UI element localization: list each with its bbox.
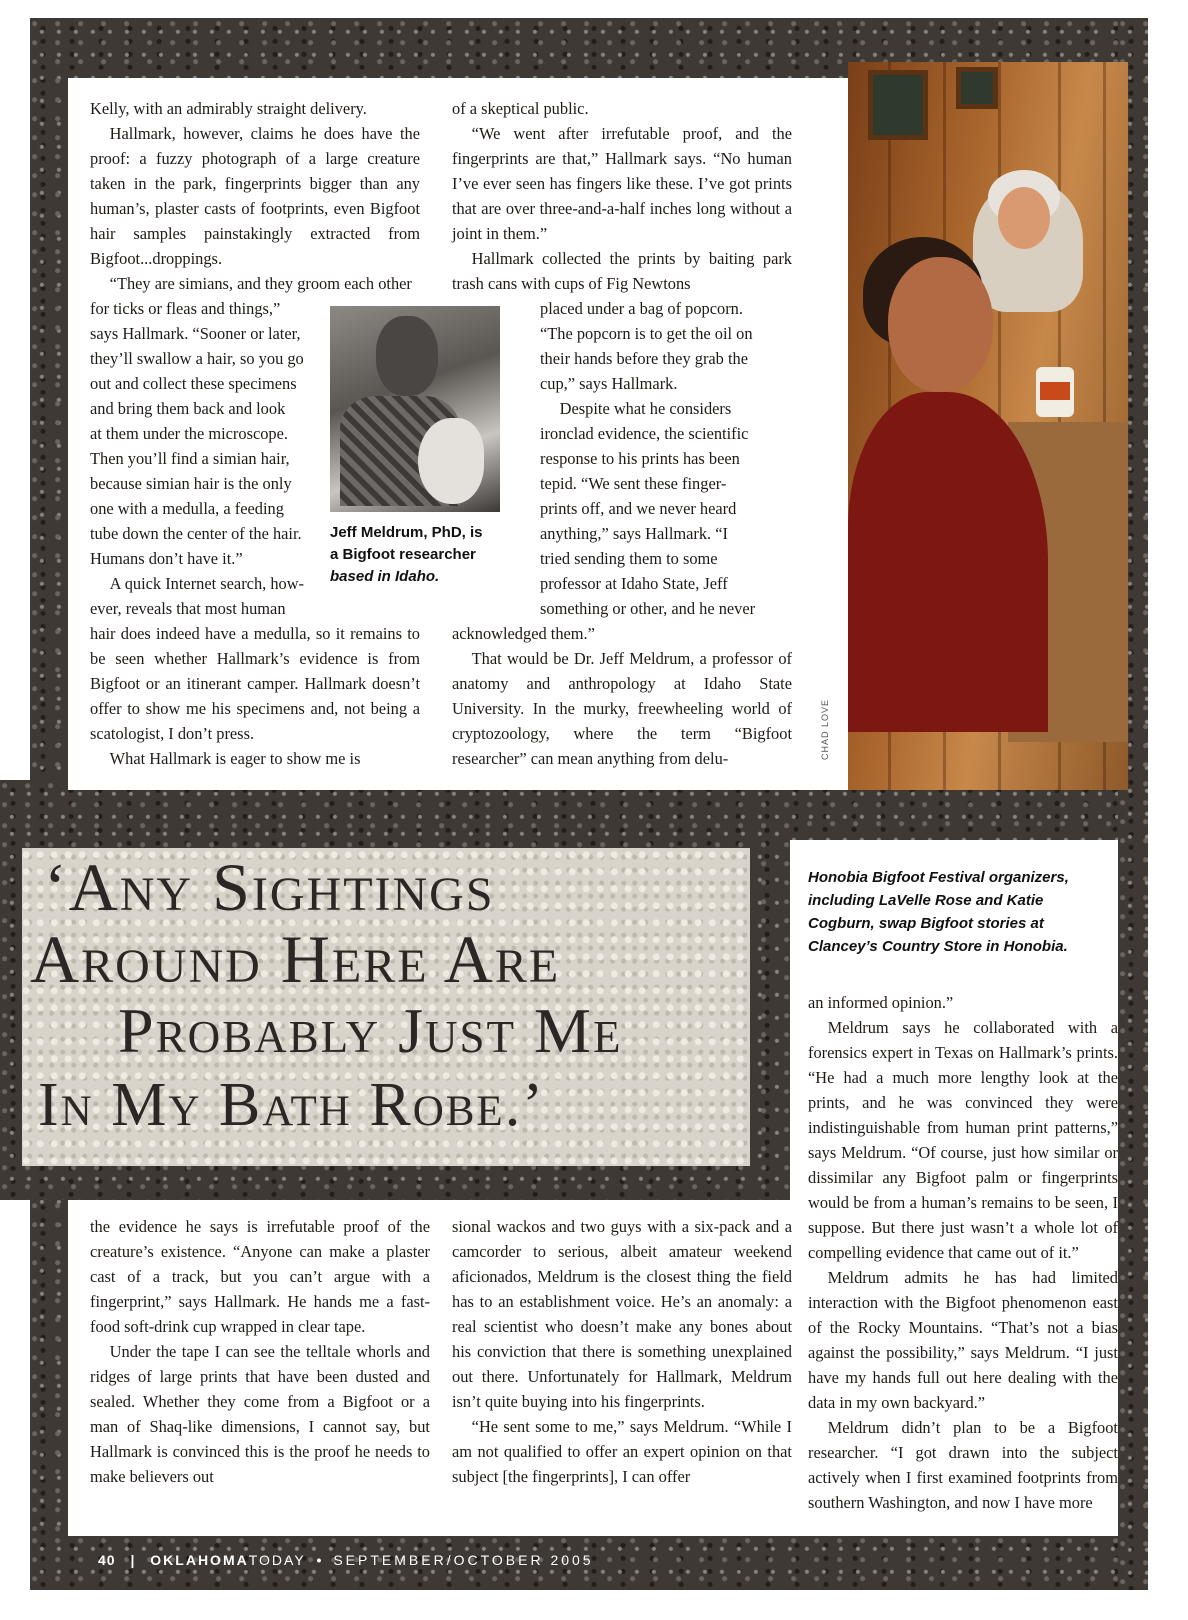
wrap-line: their hands before they grab the — [540, 349, 748, 368]
bullet-separator: • — [316, 1552, 323, 1568]
festival-organizers-photo — [848, 62, 1128, 790]
wrap-line: A quick Internet search, how- — [109, 574, 305, 593]
pull-quote-line-3: Probably Just Me — [118, 995, 623, 1066]
wrap-line: tube down the center of the hair. — [90, 524, 302, 543]
paragraph: “They are simians, and they groom each other — [109, 274, 412, 293]
wrap-line: cup,” says Hallmark. — [540, 374, 678, 393]
column-top-mid-start — [452, 96, 792, 296]
wrap-line: at them under the microscope. — [90, 424, 288, 443]
pull-quote-line-2: Around Here Are — [30, 921, 561, 997]
wrap-line: for ticks or fleas and things,” — [90, 299, 281, 318]
column-bottom-left — [90, 1214, 430, 1489]
wrap-line: and bring them back and look — [90, 399, 286, 418]
magazine-name-thin: TODAY — [248, 1552, 306, 1568]
issue-date: SEPTEMBER/OCTOBER 2005 — [333, 1552, 594, 1568]
paragraph: That would be Dr. Jeff Meldrum, a professor of anatomy and anthropology at Idaho State University. In the murky, freewheeling world of cryptozoology, where the term “Bigfoot researcher” can mean anything from delu- — [452, 649, 792, 768]
paragraph: acknowledged them.” — [452, 624, 595, 643]
paragraph: of a skeptical public. — [452, 99, 589, 118]
wrap-line: one with a medulla, a feeding — [90, 499, 284, 518]
meldrum-caption: Jeff Meldrum, PhD, is a Bigfoot researcher based in Idaho. — [330, 524, 483, 585]
meldrum-photo — [330, 306, 500, 512]
column-top-mid-wrap — [540, 296, 792, 621]
wrap-line: response to his prints has been — [540, 449, 740, 468]
pull-quote-box — [22, 848, 750, 1166]
pull-quote-line-4: In My Bath Robe.’ — [38, 1071, 545, 1139]
left-stone-frame — [30, 18, 68, 808]
paragraph: Meldrum didn’t plan to be a Bigfoot researcher. “I got drawn into the subject actively when I first examined footprints from southern Washington, and now I have more — [808, 1418, 1118, 1512]
wrap-line: professor at Idaho State, Jeff — [540, 574, 728, 593]
wrap-line: “The popcorn is to get the oil on — [540, 324, 753, 343]
wrap-line: they’ll swallow a hair, so you go — [90, 349, 304, 368]
paragraph: What Hallmark is eager to show me is — [109, 749, 361, 768]
wrap-line: Humans don’t have it.” — [90, 549, 243, 568]
footer-folio: 40 | OKLAHOMATODAY • SEPTEMBER/OCTOBER 2005 — [98, 1552, 594, 1568]
column-bottom-mid — [452, 1214, 792, 1489]
paragraph: hair does indeed have a medulla, so it remains to be seen whether Hallmark’s evidence is from Bigfoot or an itinerant camper. Hallmark doesn’t offer to show me his specimens and, not being a scatologist, I don’t press. — [90, 624, 420, 743]
paragraph: “We went after irrefutable proof, and the fingerprints are that,” Hallmark says. “No human I’ve ever seen has fingers like these. I’ve got prints that are over three-and-a-half inches long without a joint in them.” — [452, 124, 792, 243]
column-right — [808, 990, 1118, 1515]
wrap-line: tried sending them to some — [540, 549, 718, 568]
wrap-line: because simian hair is the only — [90, 474, 292, 493]
paragraph: Under the tape I can see the telltale whorls and ridges of large prints that have been dusted and sealed. Whether they come from a Bigfoot or a man of Shaq-like dimensions, I cannot say, but Hallmark is convinced this is the proof he needs to make believers out — [90, 1342, 430, 1486]
column-top-left-start — [90, 96, 420, 296]
column-top-left-end — [90, 621, 420, 771]
pull-quote-line-1: ‘Any Sightings — [44, 849, 495, 925]
wrap-line: Then you’ll find a simian hair, — [90, 449, 290, 468]
paragraph: Meldrum says he collaborated with a forensics expert in Texas on Hallmark’s prints. “He had a much more lengthy look at the prints, and he was convinced they were indistinguishable from human print patterns,” says Meldrum. “Of course, just how similar or dissimilar any Bigfoot palm or fingerprints would be from a human’s remains to be seen, I suppose. But there just wasn’t a whole lot of compelling evidence that came out of it.” — [808, 1018, 1118, 1262]
paragraph: the evidence he says is irrefutable proof of the creature’s existence. “Anyone can make a plaster cast of a track, but you can’t argue with a fingerprint,” says Hallmark. He hands me a fast-food soft-drink cup wrapped in clear tape. — [90, 1217, 430, 1336]
wrap-line: ever, reveals that most human — [90, 599, 286, 618]
paragraph: Meldrum admits he has had limited interaction with the Bigfoot phenomenon east of the Rocky Mountains. “That’s not a bias against the possibility,” says Meldrum. “I just have my hands full out here dealing with the data in my own backyard.” — [808, 1268, 1118, 1412]
wrap-line: Despite what he considers — [559, 399, 732, 418]
paragraph: Hallmark collected the prints by baiting park trash cans with cups of Fig Newtons — [452, 249, 792, 293]
wrap-line: says Hallmark. “Sooner or later, — [90, 324, 301, 343]
festival-caption: Honobia Bigfoot Festival organizers, including LaVelle Rose and Katie Cogburn, swap Bigfoot stories at Clancey’s Country Store in Honobia. — [808, 869, 1069, 955]
paragraph: Kelly, with an admirably straight delivery. — [90, 99, 367, 118]
wrap-line: out and collect these specimens — [90, 374, 297, 393]
paragraph: sional wackos and two guys with a six-pack and a camcorder to serious, albeit amateur weekend aficionados, Meldrum is the closest thing the field has to an establishment voice. He’s an anomaly: a real scientist who doesn’t make any bones about his conviction that there is something unexplained out there. Unfortunately for Hallmark, Meldrum isn’t quite buying into his fingerprints. — [452, 1217, 792, 1411]
paragraph: Hallmark, however, claims he does have the proof: a fuzzy photograph of a large creature taken in the park, fingerprints bigger than any human’s, plaster casts of footprints, even Bigfoot hair samples painstakingly extracted from Bigfoot...droppings. — [90, 124, 420, 268]
wrap-line: ironclad evidence, the scientific — [540, 424, 749, 443]
wrap-line: anything,” says Hallmark. “I — [540, 524, 728, 543]
photo-credit: CHAD LOVE — [820, 698, 830, 760]
magazine-name-bold: OKLAHOMA — [150, 1552, 249, 1568]
column-top-left-wrap — [90, 296, 310, 621]
column-top-mid-end — [452, 621, 792, 771]
paragraph: an informed opinion.” — [808, 993, 954, 1012]
wrap-line: placed under a bag of popcorn. — [540, 299, 743, 318]
wrap-line: something or other, and he never — [540, 599, 756, 618]
wrap-line: tepid. “We sent these finger- — [540, 474, 727, 493]
paragraph: “He sent some to me,” says Meldrum. “While I am not qualified to offer an expert opinion on that subject [the fingerprints], I can offer — [452, 1417, 792, 1486]
page-number: 40 — [98, 1552, 116, 1568]
wrap-line: prints off, and we never heard — [540, 499, 737, 518]
